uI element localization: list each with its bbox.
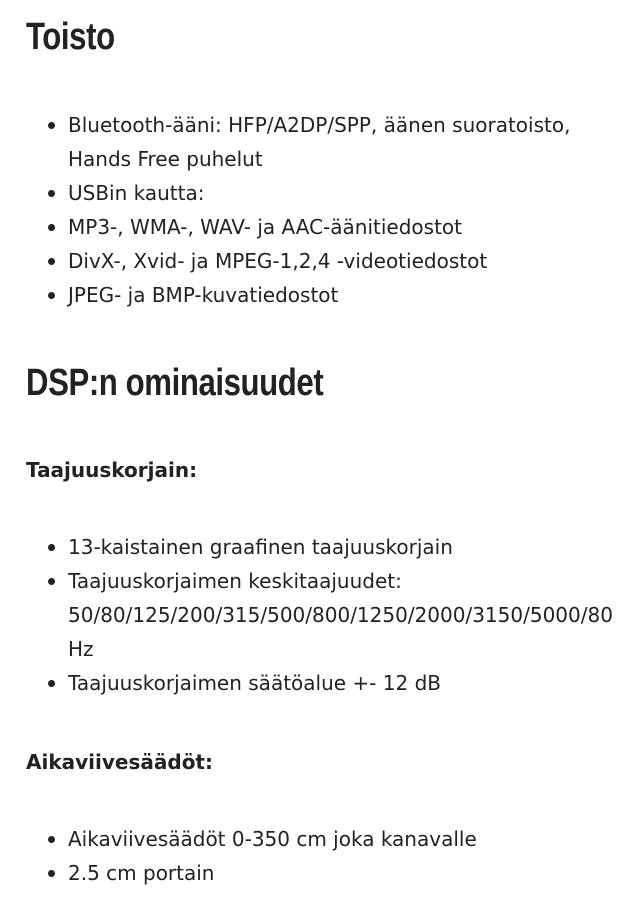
bullet-icon bbox=[48, 190, 55, 197]
list-item-text: JPEG- ja BMP-kuvatiedostot bbox=[68, 283, 339, 307]
bullet-icon bbox=[48, 836, 55, 843]
list-item-text: MP3-, WMA-, WAV- ja AAC-äänitiedostot bbox=[68, 215, 462, 239]
bullet-icon bbox=[48, 578, 55, 585]
list-item-text: 13-kaistainen graafinen taajuuskorjain bbox=[68, 535, 453, 559]
list-item bbox=[26, 856, 633, 890]
list-item-text-continued: Hz bbox=[68, 637, 94, 661]
list-item-text: DivX-, Xvid- ja MPEG-1,2,4 -videotiedostot bbox=[68, 249, 488, 273]
list-item-text-continued: 50/80/125/200/315/500/800/1250/2000/3150/5000/80 bbox=[68, 603, 613, 627]
bullet-icon bbox=[48, 292, 55, 299]
equalizer-feature-list bbox=[26, 530, 633, 700]
bullet-icon bbox=[48, 122, 55, 129]
list-item-text: USBin kautta: bbox=[68, 181, 205, 205]
bullet-icon bbox=[48, 258, 55, 265]
list-item-text: Aikaviivesäädöt 0-350 cm joka kanavalle bbox=[68, 827, 477, 851]
list-item-text: Taajuuskorjaimen säätöalue +- 12 dB bbox=[68, 671, 441, 695]
list-item bbox=[26, 530, 633, 564]
bullet-icon bbox=[48, 870, 55, 877]
list-item bbox=[26, 108, 633, 176]
list-item bbox=[26, 210, 633, 244]
bullet-icon bbox=[48, 680, 55, 687]
list-item-text-continued: Hands Free puhelut bbox=[68, 147, 263, 171]
list-item bbox=[26, 278, 633, 312]
section-heading-dsp: DSP:n ominaisuudet bbox=[26, 362, 324, 404]
subheading-equalizer: Taajuuskorjain: bbox=[26, 458, 198, 482]
list-item-text: 2.5 cm portain bbox=[68, 861, 215, 885]
list-item-text: Taajuuskorjaimen keskitaajuudet: bbox=[68, 569, 402, 593]
bullet-icon bbox=[48, 224, 55, 231]
list-item bbox=[26, 822, 633, 856]
list-item bbox=[26, 564, 633, 666]
list-item bbox=[26, 244, 633, 278]
playback-feature-list bbox=[26, 108, 633, 312]
bullet-icon bbox=[48, 544, 55, 551]
time-delay-feature-list bbox=[26, 822, 633, 890]
list-item-text: Bluetooth-ääni: HFP/A2DP/SPP, äänen suoratoisto, bbox=[68, 113, 571, 137]
section-heading-playback: Toisto bbox=[26, 16, 115, 58]
list-item bbox=[26, 666, 633, 700]
subheading-time-delay: Aikaviivesäädöt: bbox=[26, 750, 213, 774]
list-item bbox=[26, 176, 633, 210]
